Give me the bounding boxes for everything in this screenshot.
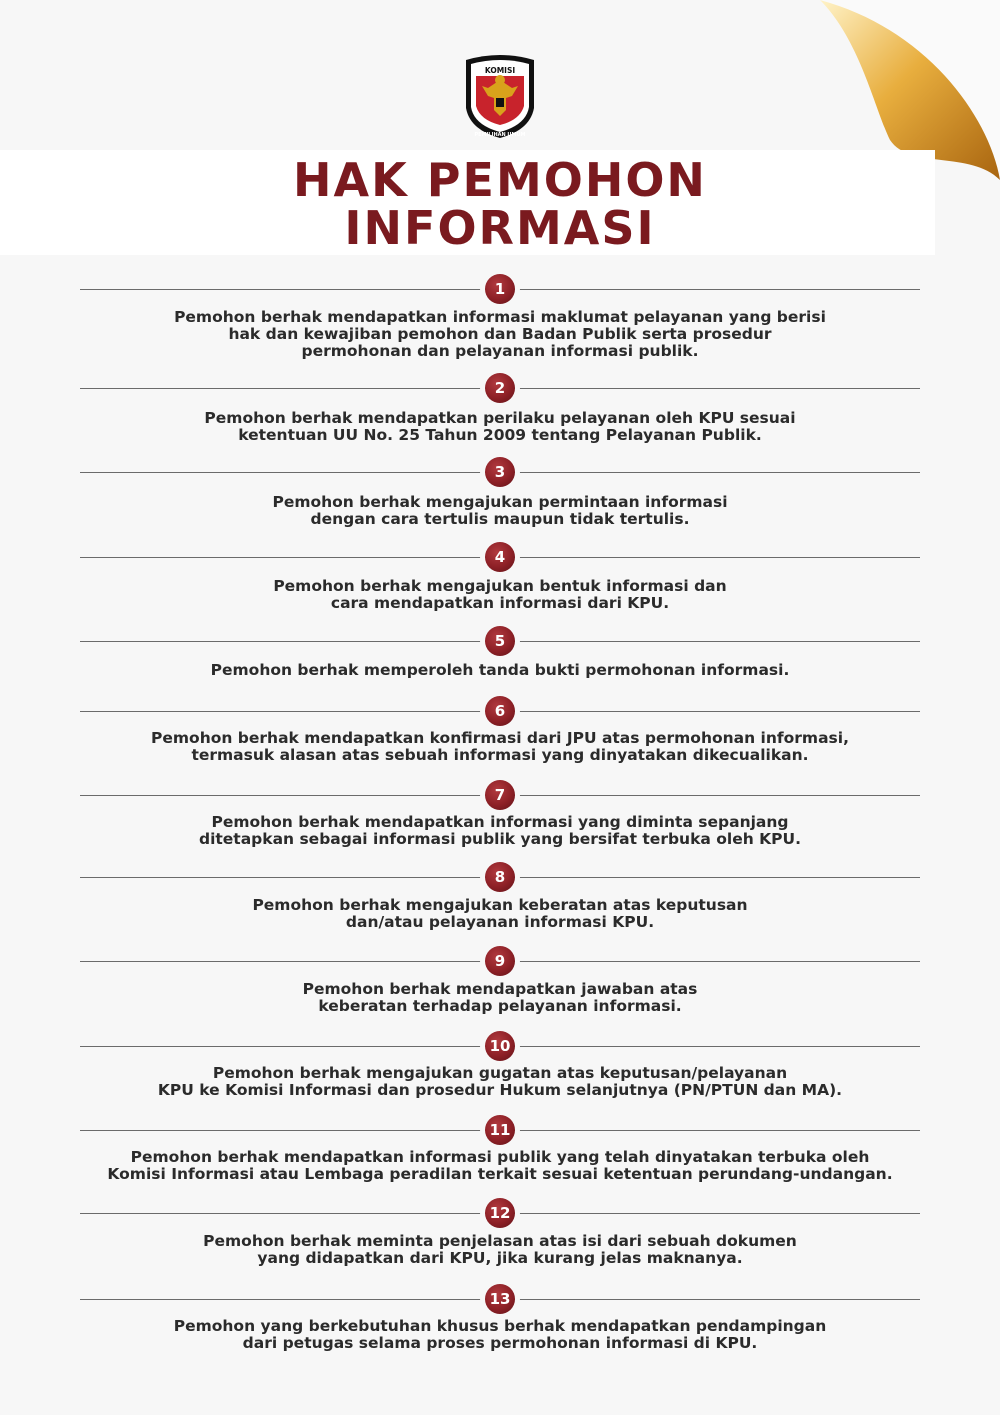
right-text [95, 981, 905, 1015]
number-badge: 1 [485, 274, 515, 304]
right-text [95, 897, 905, 931]
right-text [95, 1065, 905, 1099]
right-text-line: dari petugas selama proses permohonan informasi di KPU. [242, 1334, 758, 1352]
right-text-line: Pemohon berhak mendapatkan konfirmasi dari JPU atas permohonan informasi, [151, 729, 849, 747]
right-text-line: Pemohon berhak mendapatkan informasi maklumat pelayanan yang berisi [174, 308, 826, 326]
right-text [95, 1149, 905, 1183]
number-badge: 9 [485, 946, 515, 976]
right-text-line: hak dan kewajiban pemohon dan Badan Publik serta prosedur [228, 325, 772, 343]
right-text-line: Pemohon berhak mendapatkan informasi yang diminta sepanjang [211, 813, 789, 831]
right-text-line: cara mendapatkan informasi dari KPU. [330, 594, 670, 612]
kpu-logo [460, 52, 540, 140]
number-badge: 2 [485, 373, 515, 403]
number-badge: 11 [485, 1115, 515, 1145]
logo-top-text: KOMISI [484, 66, 516, 75]
right-text-line: Komisi Informasi atau Lembaga peradilan terkait sesuai ketentuan perundang-undangan. [107, 1165, 893, 1183]
right-text [95, 494, 905, 528]
number-badge: 3 [485, 457, 515, 487]
right-text-line: Pemohon berhak mendapatkan informasi publik yang telah dinyatakan terbuka oleh [130, 1148, 870, 1166]
right-text-line: ditetapkan sebagai informasi publik yang bersifat terbuka oleh KPU. [198, 830, 802, 848]
right-text-line: dengan cara tertulis maupun tidak tertulis. [310, 510, 690, 528]
number-badge: 5 [485, 626, 515, 656]
right-text-line: ketentuan UU No. 25 Tahun 2009 tentang Pelayanan Publik. [238, 426, 762, 444]
right-text [95, 662, 905, 679]
right-text-line: yang didapatkan dari KPU, jika kurang jelas maknanya. [257, 1249, 743, 1267]
right-text-line: permohonan dan pelayanan informasi publik. [301, 342, 699, 360]
right-text-line: Pemohon berhak mengajukan gugatan atas keputusan/pelayanan [212, 1064, 788, 1082]
right-text-line: dan/atau pelayanan informasi KPU. [345, 913, 655, 931]
right-text-line: Pemohon yang berkebutuhan khusus berhak mendapatkan pendampingan [173, 1317, 827, 1335]
right-text-line: Pemohon berhak meminta penjelasan atas isi dari sebuah dokumen [203, 1232, 797, 1250]
right-text-line: Pemohon berhak memperoleh tanda bukti permohonan informasi. [210, 661, 790, 679]
number-badge: 8 [485, 862, 515, 892]
page-title [0, 150, 1000, 255]
right-text [95, 1318, 905, 1352]
right-text [95, 1233, 905, 1267]
right-text [95, 730, 905, 764]
right-text-line: Pemohon berhak mengajukan keberatan atas keputusan [252, 896, 748, 914]
logo-bottom-text: PEMILIHAN UMUM [474, 132, 526, 138]
page-title-line-1: HAK PEMOHON [293, 153, 707, 207]
right-text-line: KPU ke Komisi Informasi dan prosedur Hukum selanjutnya (PN/PTUN dan MA). [157, 1081, 843, 1099]
number-badge: 12 [485, 1198, 515, 1228]
right-text [95, 410, 905, 444]
right-text-line: Pemohon berhak mendapatkan perilaku pelayanan oleh KPU sesuai [204, 409, 796, 427]
number-badge: 7 [485, 780, 515, 810]
page-title-line-2: INFORMASI [344, 201, 656, 255]
right-text [95, 309, 905, 360]
number-badge: 6 [485, 696, 515, 726]
right-text-line: keberatan terhadap pelayanan informasi. [318, 997, 682, 1015]
right-text-line: Pemohon berhak mendapatkan jawaban atas [302, 980, 698, 998]
right-text-line: termasuk alasan atas sebuah informasi yang dinyatakan dikecualikan. [191, 746, 809, 764]
number-badge: 4 [485, 542, 515, 572]
number-badge: 10 [485, 1031, 515, 1061]
right-text-line: Pemohon berhak mengajukan permintaan informasi [272, 493, 728, 511]
right-text-line: Pemohon berhak mengajukan bentuk informasi dan [273, 577, 727, 595]
right-text [95, 578, 905, 612]
right-text [95, 814, 905, 848]
number-badge: 13 [485, 1284, 515, 1314]
